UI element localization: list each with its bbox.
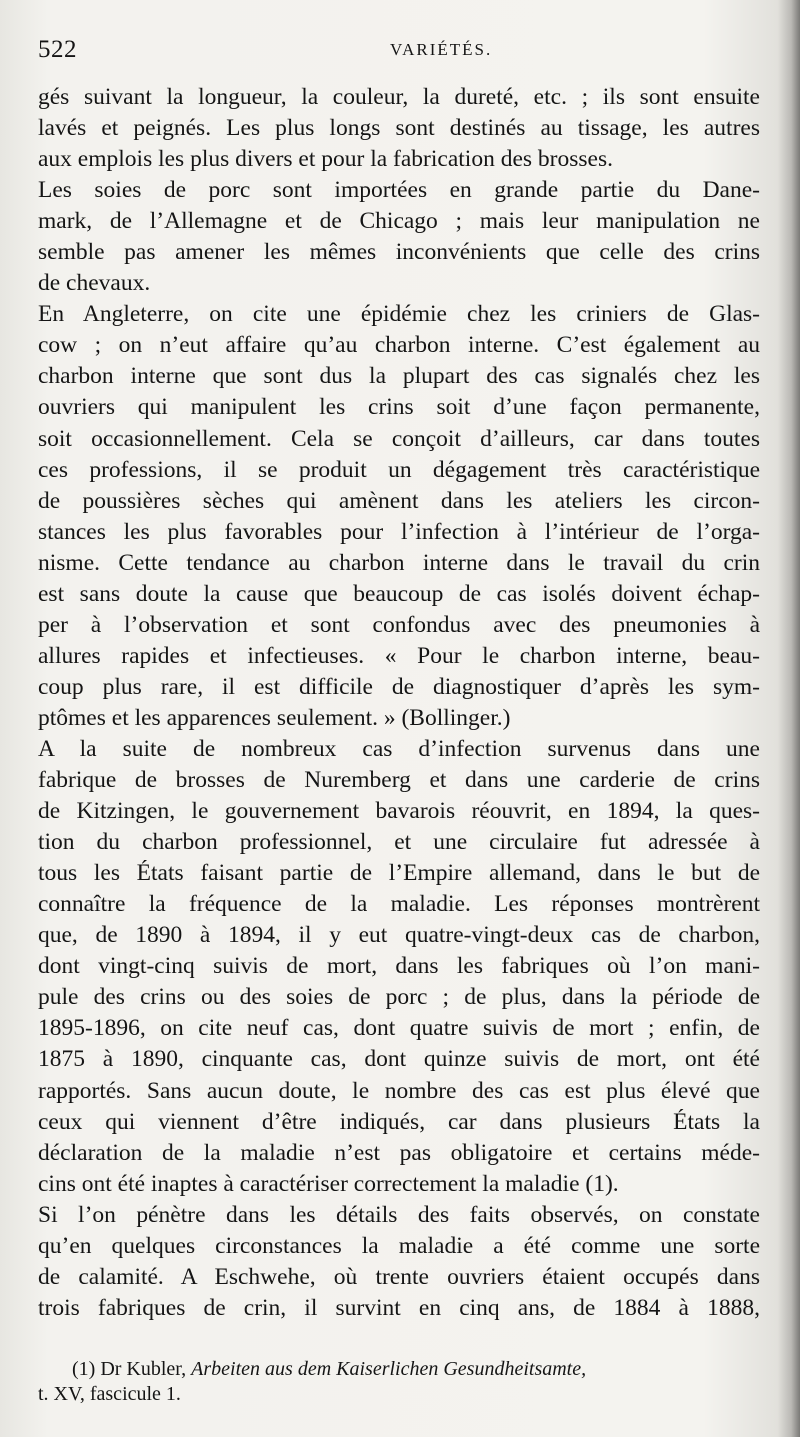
binding-edge-shadow — [778, 0, 800, 1437]
page-number: 522 — [38, 36, 77, 63]
text-line: dont vingt-cinq suivis de mort, dans les fabriques où l’on mani- — [38, 953, 760, 980]
text-line: En Angleterre, on cite une épidémie chez les criniers de Glas- — [38, 301, 760, 328]
text-line: lavés et peignés. Les plus longs sont destinés au tissage, les autres — [38, 115, 760, 142]
text-line: semble pas amener les mêmes inconvénients que celle des crins — [38, 239, 760, 266]
text-line: de poussières sèches qui amènent dans les ateliers les circon- — [38, 487, 760, 514]
footnote-volume: t. XV, fascicule 1. — [38, 1383, 181, 1405]
text-line: charbon interne que sont dus la plupart des cas signalés chez les — [38, 363, 760, 390]
text-line: soit occasionnellement. Cela se conçoit d’ailleurs, car dans toutes — [38, 425, 760, 452]
text-line: ceux qui viennent d’être indiqués, car dans plusieurs États la — [38, 1108, 760, 1135]
text-line: nisme. Cette tendance au charbon interne dans le travail du crin — [38, 549, 760, 576]
text-line: coup plus rare, il est difficile de diagnostiquer d’après les sym- — [38, 673, 760, 700]
text-line: mark, de l’Allemagne et de Chicago ; mais leur manipulation ne — [38, 208, 760, 235]
text-line: Si l’on pénètre dans les détails des faits observés, on constate — [38, 1201, 760, 1228]
page-header — [38, 36, 760, 70]
text-line: ces professions, il se produit un dégagement très caractéristique — [38, 456, 760, 483]
text-line: pule des crins ou des soies de porc ; de plus, dans la période de — [38, 984, 760, 1011]
text-line: trois fabriques de crin, il survint en cinq ans, de 1884 à 1888, — [38, 1294, 760, 1321]
text-line: ouvriers qui manipulent les crins soit d’une façon permanente, — [38, 394, 760, 421]
text-line: cins ont été inaptes à caractériser correctement la maladie (1). — [38, 1170, 619, 1197]
text-line: déclaration de la maladie n’est pas obligatoire et certains méde- — [38, 1139, 760, 1166]
text-line: ptômes et les apparences seulement. » (Bollinger.) — [38, 704, 511, 731]
text-line: aux emplois les plus divers et pour la fabrication des brosses. — [38, 146, 613, 173]
text-line: tous les États faisant partie de l’Empire allemand, dans le but de — [38, 860, 760, 887]
text-line: stances les plus favorables pour l’infection à l’intérieur de l’orga- — [38, 518, 760, 545]
text-line: per à l’observation et sont confondus avec des pneumonies à — [38, 611, 760, 638]
running-title: VARIÉTÉS. — [390, 40, 493, 59]
text-line: gés suivant la longueur, la couleur, la dureté, etc. ; ils sont ensuite — [38, 84, 760, 110]
body-text — [38, 82, 760, 1324]
text-line: que, de 1890 à 1894, il y eut quatre-vingt-deux cas de charbon, — [38, 922, 760, 949]
text-line: 1895-1896, on cite neuf cas, dont quatre suivis de mort ; enfin, de — [38, 1015, 760, 1042]
text-line: allures rapides et infectieuses. « Pour le charbon interne, beau- — [38, 642, 760, 669]
text-line: rapportés. Sans aucun doute, le nombre des cas est plus élevé que — [38, 1077, 760, 1104]
text-line: tion du charbon professionnel, et une circulaire fut adressée à — [38, 829, 760, 856]
text-line: cow ; on n’eut affaire qu’au charbon interne. C’est également au — [38, 332, 760, 359]
text-line: connaître la fréquence de la maladie. Les réponses montrèrent — [38, 891, 760, 918]
footnote-line — [38, 1382, 760, 1407]
text-line: est sans doute la cause que beaucoup de cas isolés doivent échap- — [38, 580, 760, 607]
footnote-marker: (1) — [72, 1358, 96, 1380]
text-line: de Kitzingen, le gouvernement bavarois réouvrit, en 1894, la ques- — [38, 798, 760, 825]
text-line: de calamité. A Eschwehe, où trente ouvriers étaient occupés dans — [38, 1263, 760, 1290]
text-line: A la suite de nombreux cas d’infection survenus dans une — [38, 735, 760, 762]
text-line: fabrique de brosses de Nuremberg et dans une carderie de crins — [38, 767, 760, 794]
text-line: qu’en quelques circonstances la maladie a été comme une sorte — [38, 1232, 760, 1259]
footnote-work-title: Arbeiten aus dem Kaiserlichen Gesundheitsamte, — [191, 1358, 587, 1380]
text-line: 1875 à 1890, cinquante cas, dont quinze suivis de mort, ont été — [38, 1046, 760, 1073]
footnote-line — [38, 1357, 760, 1382]
text-line: de chevaux. — [38, 270, 151, 297]
footnote-author: Dr Kubler, — [100, 1358, 187, 1380]
text-line: Les soies de porc sont importées en grande partie du Dane- — [38, 177, 760, 204]
footnote — [38, 1357, 760, 1407]
